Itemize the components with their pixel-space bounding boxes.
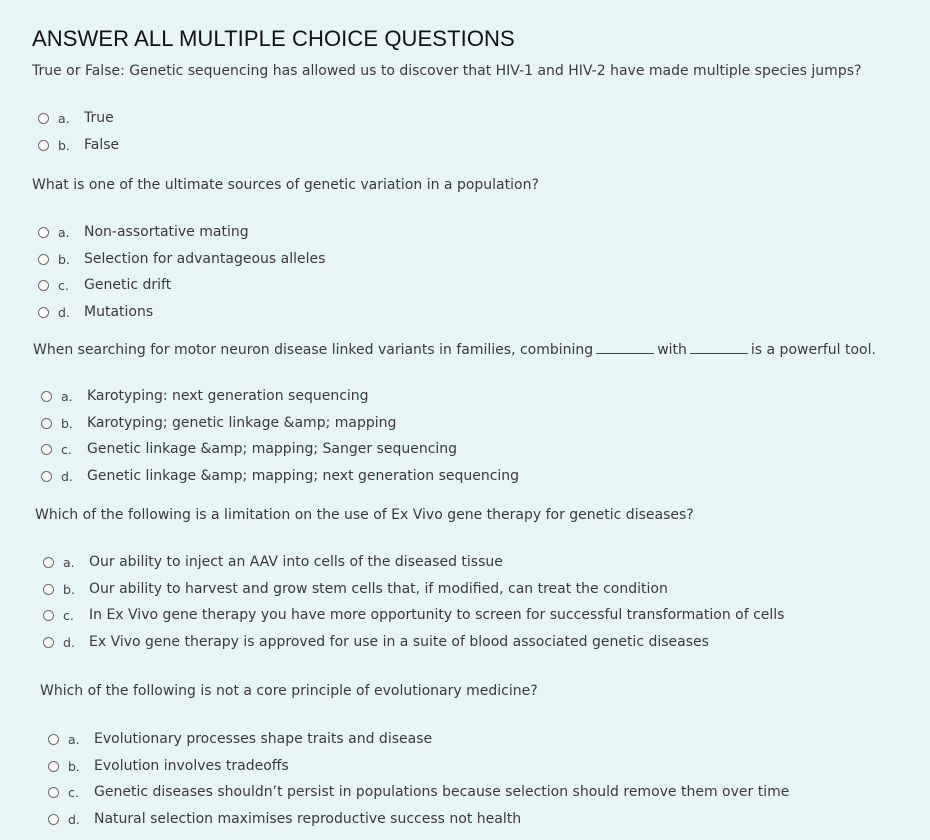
radio-button[interactable] xyxy=(48,787,59,798)
option-label: Our ability to inject an AAV into cells of the diseased tissue xyxy=(89,554,503,570)
radio-button[interactable] xyxy=(38,227,49,238)
option-letter: b. xyxy=(61,415,73,431)
option-letter: d. xyxy=(63,634,75,650)
option-letter: b. xyxy=(63,581,75,597)
radio-button[interactable] xyxy=(38,254,49,265)
option-letter: a. xyxy=(58,110,70,126)
option-label: Karotyping; genetic linkage &amp; mapping xyxy=(87,415,397,431)
question-1-option-a[interactable] xyxy=(38,108,114,128)
question-3-text xyxy=(33,341,876,358)
option-label: Genetic linkage &amp; mapping; Sanger sequencing xyxy=(87,441,458,457)
question-4-option-d[interactable] xyxy=(43,632,709,652)
option-letter: c. xyxy=(68,784,79,800)
question-3-option-d[interactable] xyxy=(41,466,519,486)
fill-in-blank xyxy=(596,341,654,354)
option-letter: a. xyxy=(58,224,70,240)
option-letter: a. xyxy=(63,554,75,570)
option-label: Genetic diseases shouldn’t persist in populations because selection should remove them over time xyxy=(94,784,790,800)
radio-button[interactable] xyxy=(43,584,54,595)
radio-button[interactable] xyxy=(48,734,59,745)
question-2-text: What is one of the ultimate sources of genetic variation in a population? xyxy=(32,177,539,193)
radio-button[interactable] xyxy=(43,637,54,648)
page-title: ANSWER ALL MULTIPLE CHOICE QUESTIONS xyxy=(32,26,515,51)
option-label: Evolutionary processes shape traits and disease xyxy=(94,731,433,747)
radio-button[interactable] xyxy=(41,444,52,455)
question-1-text: True or False: Genetic sequencing has allowed us to discover that HIV-1 and HIV-2 have made multiple species jumps? xyxy=(32,63,862,79)
radio-button[interactable] xyxy=(38,280,49,291)
option-label: Genetic linkage &amp; mapping; next generation sequencing xyxy=(87,468,520,484)
question-5-option-d[interactable] xyxy=(48,809,521,829)
radio-button[interactable] xyxy=(41,471,52,482)
option-letter: c. xyxy=(58,277,69,293)
radio-button[interactable] xyxy=(48,814,59,825)
question-2-option-c[interactable] xyxy=(38,275,171,295)
question-5-option-b[interactable] xyxy=(48,756,289,776)
fill-in-blank xyxy=(690,341,748,354)
radio-button[interactable] xyxy=(41,418,52,429)
option-letter: b. xyxy=(58,251,70,267)
option-label: Natural selection maximises reproductive success not health xyxy=(94,811,522,827)
question-4-option-a[interactable] xyxy=(43,552,503,572)
option-label: Selection for advantageous alleles xyxy=(84,251,326,267)
question-3-option-c[interactable] xyxy=(41,439,457,459)
question-3-option-b[interactable] xyxy=(41,413,396,433)
option-label: Karotyping: next generation sequencing xyxy=(87,388,369,404)
option-label: Mutations xyxy=(84,304,154,320)
radio-button[interactable] xyxy=(41,391,52,402)
question-4-option-c[interactable] xyxy=(43,605,784,625)
radio-button[interactable] xyxy=(48,761,59,772)
radio-button[interactable] xyxy=(38,140,49,151)
question-2-option-a[interactable] xyxy=(38,222,249,242)
option-label: Our ability to harvest and grow stem cells that, if modified, can treat the condition xyxy=(89,581,668,597)
question-3-text-part3: is a powerful tool. xyxy=(750,342,876,358)
option-label: Ex Vivo gene therapy is approved for use in a suite of blood associated genetic diseases xyxy=(89,634,709,650)
option-letter: d. xyxy=(58,304,70,320)
option-letter: c. xyxy=(63,607,74,623)
radio-button[interactable] xyxy=(43,610,54,621)
question-5-text: Which of the following is not a core principle of evolutionary medicine? xyxy=(40,683,538,699)
question-1-option-b[interactable] xyxy=(38,135,119,155)
radio-button[interactable] xyxy=(43,557,54,568)
question-3-text-part1: When searching for motor neuron disease linked variants in families, combining xyxy=(33,342,594,358)
option-label: Evolution involves tradeoffs xyxy=(94,758,289,774)
option-label: In Ex Vivo gene therapy you have more opportunity to screen for successful transformation of cells xyxy=(89,607,785,623)
question-2-option-b[interactable] xyxy=(38,249,325,269)
radio-button[interactable] xyxy=(38,307,49,318)
question-2-option-d[interactable] xyxy=(38,302,153,322)
question-5-option-a[interactable] xyxy=(48,729,432,749)
question-3-text-part2: with xyxy=(657,342,687,358)
option-letter: d. xyxy=(61,468,73,484)
option-letter: b. xyxy=(68,758,80,774)
option-label: Non-assortative mating xyxy=(84,224,249,240)
option-label: False xyxy=(84,137,120,153)
question-4-text: Which of the following is a limitation on the use of Ex Vivo gene therapy for genetic diseases? xyxy=(35,507,694,523)
option-letter: d. xyxy=(68,811,80,827)
radio-button[interactable] xyxy=(38,113,49,124)
question-5-option-c[interactable] xyxy=(48,782,789,802)
option-letter: a. xyxy=(68,731,80,747)
option-letter: c. xyxy=(61,441,72,457)
option-letter: a. xyxy=(61,388,73,404)
question-4-option-b[interactable] xyxy=(43,579,668,599)
option-label: Genetic drift xyxy=(84,277,172,293)
option-label: True xyxy=(84,110,114,126)
question-3-option-a[interactable] xyxy=(41,386,369,406)
option-letter: b. xyxy=(58,137,70,153)
